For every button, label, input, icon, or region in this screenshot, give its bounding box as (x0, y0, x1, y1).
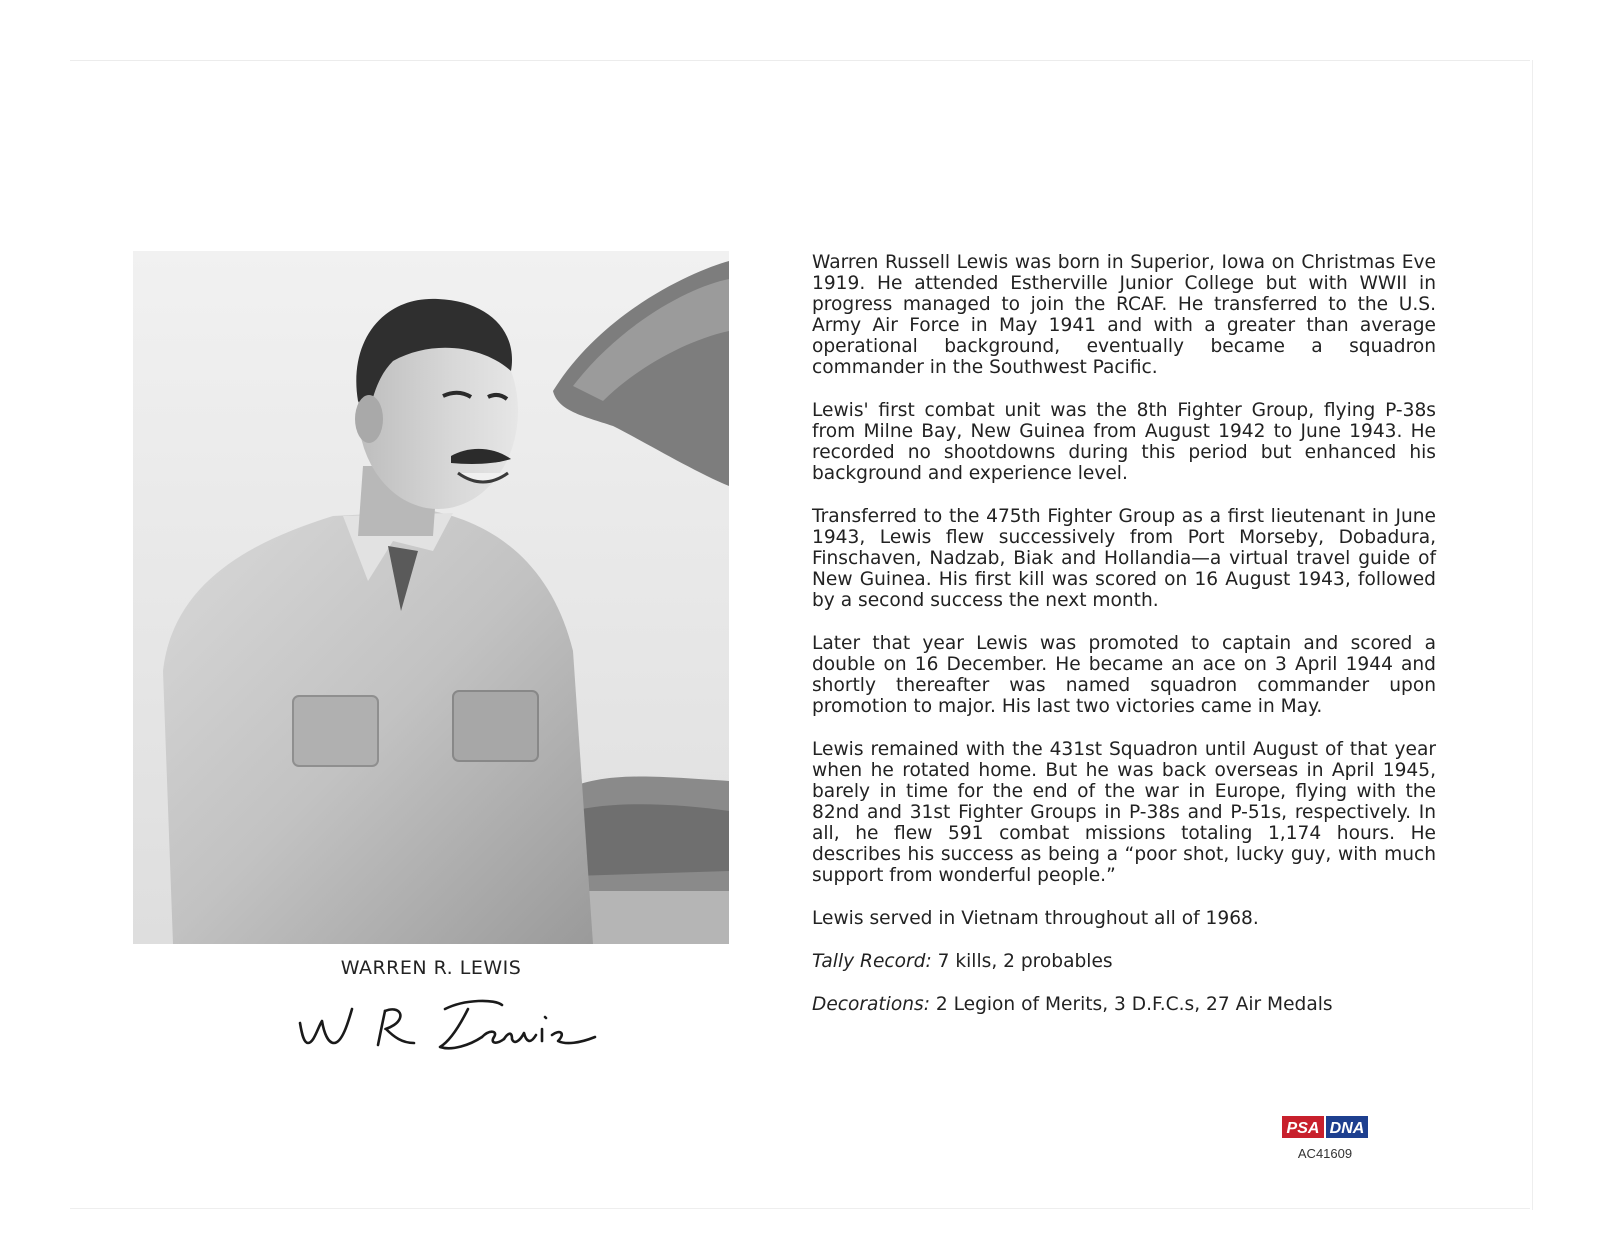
decorations-label: Decorations: (812, 994, 930, 1015)
svg-text:DNA: DNA (1329, 1120, 1365, 1137)
sheet-right-edge (1532, 60, 1533, 1210)
bio-paragraph-5: Lewis remained with the 431st Squadron until August of that year when he rotated home. But he was back overseas in April 1945, barely in time for the end of the war in Europe, flying with the 82nd and 31st Fighter Groups in P-38s and P-51s, respectively. In all, he flew 591 combat missions totaling 1,174 hours. He describes his success as being a “poor shot, lucky guy, with much support from wonderful people.” (812, 739, 1436, 886)
psa-dna-logo (1282, 1116, 1368, 1138)
handwritten-signature (290, 985, 620, 1075)
bio-paragraph-1: Warren Russell Lewis was born in Superior, Iowa on Christmas Eve 1919. He attended Estherville Junior College but with WWII in progress managed to join the RCAF. He transferred to the U.S. Army Air Force in May 1941 and with a greater than average operational background, eventually became a squadron commander in the Southwest Pacific. (812, 252, 1436, 378)
svg-text:PSA: PSA (1286, 1120, 1320, 1137)
certification-number: AC41609 (1297, 1146, 1353, 1161)
bio-paragraph-4: Later that year Lewis was promoted to captain and scored a double on 16 December. He became an ace on 3 April 1944 and shortly thereafter was named squadron commander upon promotion to major. His last two victories came in May. (812, 633, 1436, 717)
decorations (812, 994, 1436, 1015)
decorations-value: 2 Legion of Merits, 3 D.F.C.s, 27 Air Medals (929, 994, 1333, 1015)
bio-paragraph-2: Lewis' first combat unit was the 8th Fighter Group, flying P-38s from Milne Bay, New Guinea from August 1942 to June 1943. He recorded no shootdowns during this period but enhanced his background and experience level. (812, 400, 1436, 484)
biography (812, 252, 1436, 1037)
sheet-bottom-edge (70, 1208, 1530, 1209)
bio-paragraph-6: Lewis served in Vietnam throughout all of 1968. (812, 908, 1259, 929)
sheet-top-edge (70, 60, 1530, 61)
tally-record-value: 7 kills, 2 probables (931, 951, 1113, 972)
portrait-caption: WARREN R. LEWIS (340, 957, 522, 979)
portrait-photo (133, 251, 729, 944)
tally-record-label: Tally Record: (812, 951, 932, 972)
bio-paragraph-3: Transferred to the 475th Fighter Group as a first lieutenant in June 1943, Lewis flew successively from Port Morseby, Dobadura, Finschaven, Nadzab, Biak and Hollandia—a virtual travel guide of New Guinea. His first kill was scored on 16 August 1943, followed by a second success the next month. (812, 506, 1436, 611)
tally-record (812, 951, 1436, 972)
